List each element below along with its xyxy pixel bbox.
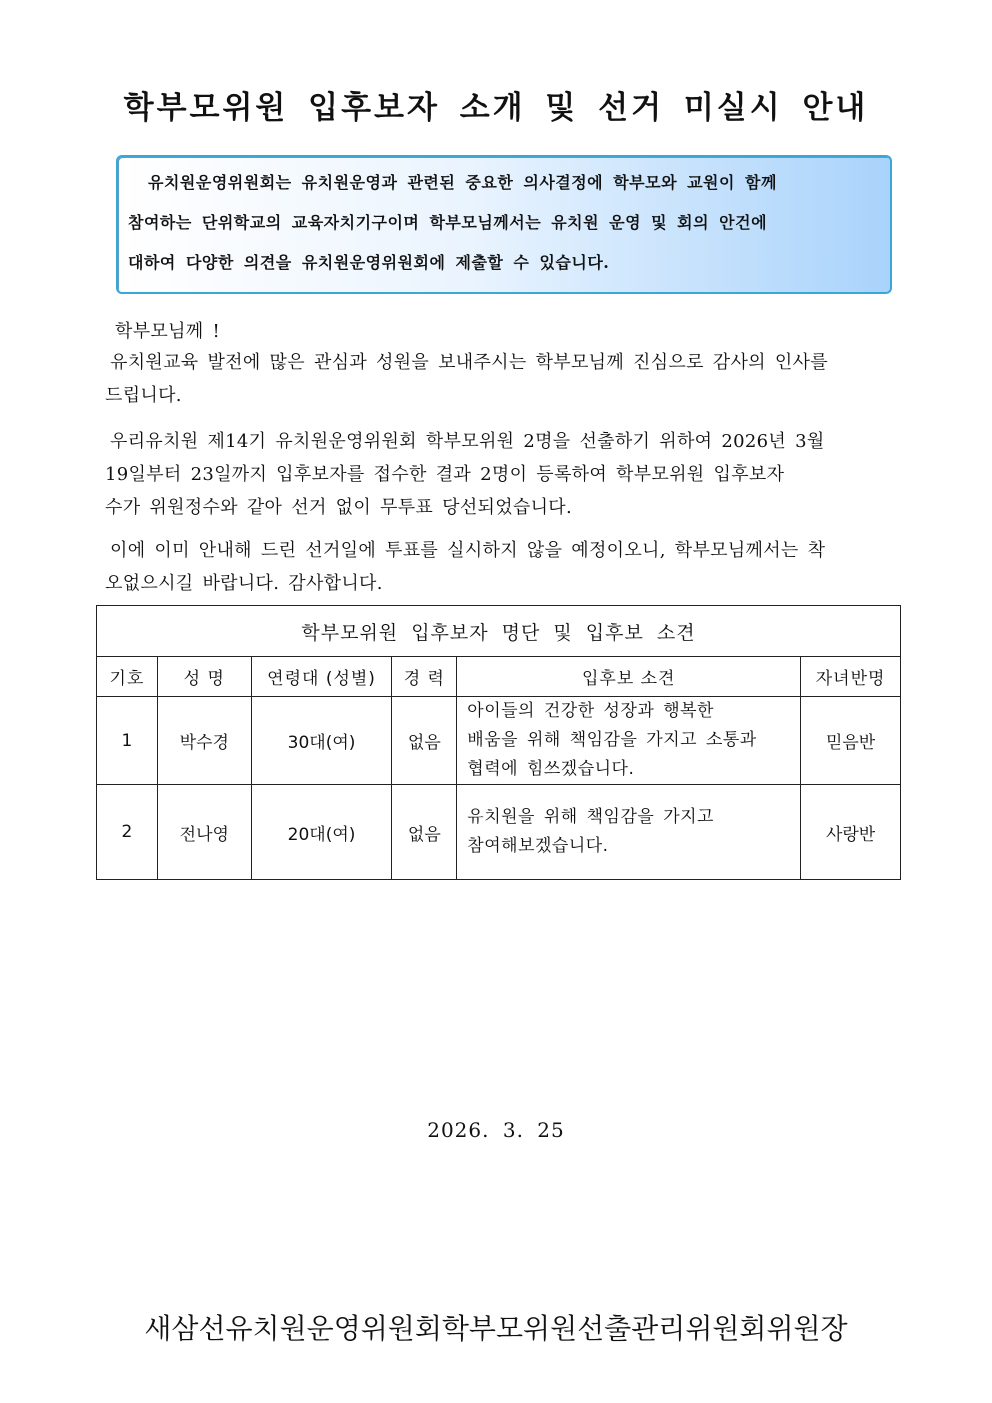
cell-class: 사랑반 [801,785,901,880]
header-career: 경 력 [392,657,457,697]
paragraph-line: 19일부터 23일까지 입후보자를 접수한 결과 2명이 등록하여 학부모위원 입후보자 [105,464,785,485]
header-class: 자녀반명 [801,657,901,697]
paragraph-line: 이에 이미 안내해 드린 선거일에 투표를 실시하지 않을 예정이오니, 학부모님께서는 착 [110,540,826,561]
cell-pledge [457,785,801,880]
greeting [105,315,905,348]
table-caption: 학부모위원 입후보자 명단 및 입후보 소견 [97,606,901,657]
header-no: 기호 [97,657,158,697]
signature-line: 새삼선유치원운영위원회학부모위원선출관리위원회위원장 [144,1312,848,1345]
header-name: 성 명 [157,657,251,697]
intro-box [116,155,892,294]
cell-age: 30대(여) [251,697,392,785]
paragraph-thanks [105,346,905,412]
header-pledge: 입후보 소견 [457,657,801,697]
document-date: 2026. 3. 25 [427,1118,565,1142]
cell-career: 없음 [392,697,457,785]
paragraph-line: 우리유치원 제14기 유치원운영위원회 학부모위원 2명을 선출하기 위하여 2026년 3월 [110,431,825,452]
table-caption-row [97,606,901,657]
intro-line: 참여하는 단위학교의 교육자치기구이며 학부모님께서는 유치원 운영 및 회의 안건에 [128,213,768,232]
pledge-line: 유치원을 위해 책임감을 가지고 [467,807,714,827]
cell-no: 1 [97,697,158,785]
intro-line: 유치원운영위원회는 유치원운영과 관련된 중요한 의사결정에 학부모와 교원이 함께 [148,173,777,192]
table-row [97,697,901,785]
paragraph-notice [105,534,905,600]
cell-name: 박수경 [157,697,251,785]
table-header-row [97,657,901,697]
candidate-table [96,605,901,880]
paragraph-line: 수가 위원정수와 같아 선거 없이 무투표 당선되었습니다. [105,497,572,518]
cell-no: 2 [97,785,158,880]
cell-class: 믿음반 [801,697,901,785]
paragraph-line: 유치원교육 발전에 많은 관심과 성원을 보내주시는 학부모님께 진심으로 감사의 인사를 [110,352,828,373]
cell-name: 전나영 [157,785,251,880]
pledge-line: 배움을 위해 책임감을 가지고 소통과 [467,730,757,750]
paragraph-election [105,425,905,524]
cell-career: 없음 [392,785,457,880]
pledge-line: 협력에 힘쓰겠습니다. [467,759,635,779]
pledge-line: 참여해보겠습니다. [467,836,609,856]
paragraph-line: 드립니다. [105,385,182,406]
cell-pledge [457,697,801,785]
header-age: 연령대 (성별) [251,657,392,697]
paragraph-line: 오없으시길 바랍니다. 감사합니다. [105,573,383,594]
table-row [97,785,901,880]
cell-age: 20대(여) [251,785,392,880]
pledge-line: 아이들의 건강한 성장과 행복한 [467,701,714,721]
page-title: 학부모위원 입후보자 소개 및 선거 미실시 안내 [123,90,869,126]
greeting-text: 학부모님께 ! [115,321,220,342]
intro-line: 대하여 다양한 의견을 유치원운영위원회에 제출할 수 있습니다. [128,253,610,272]
